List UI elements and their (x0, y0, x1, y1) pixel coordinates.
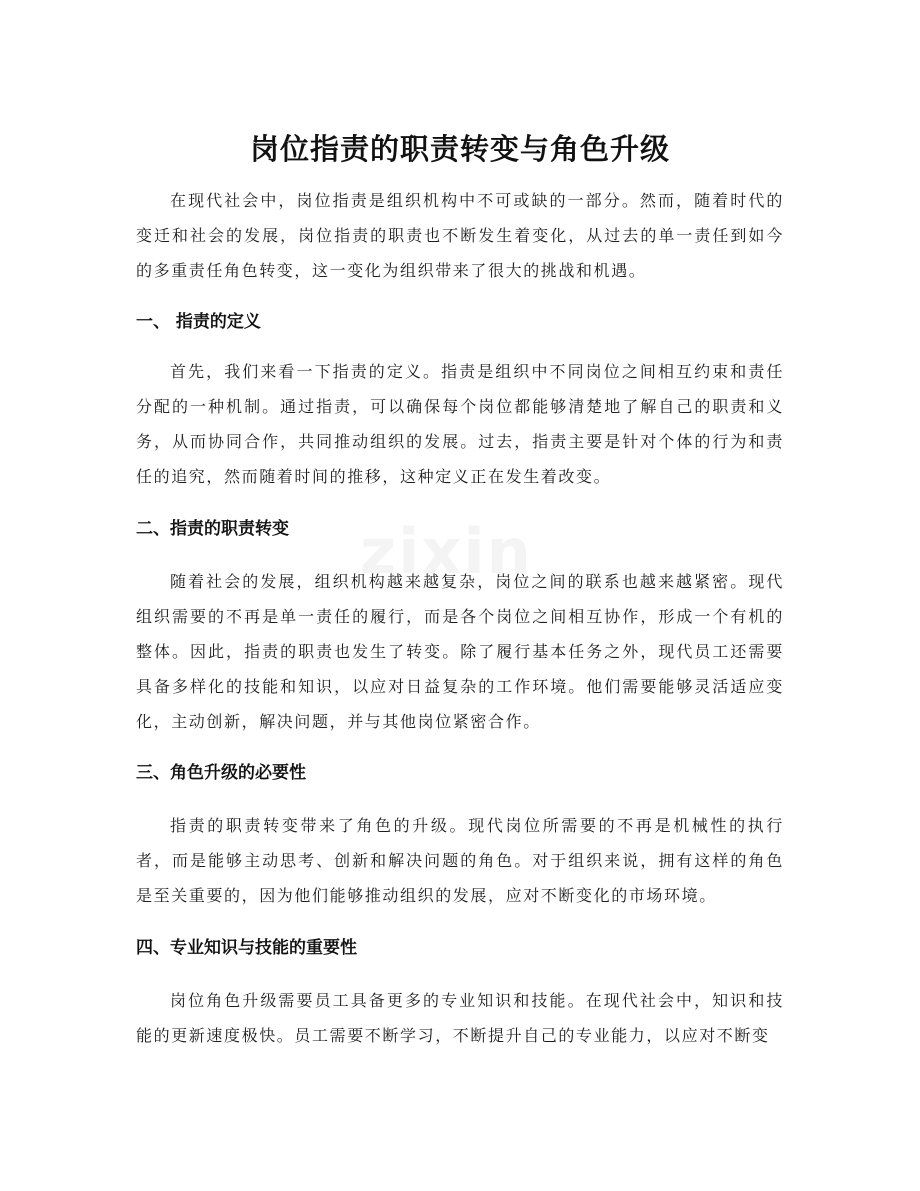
section-heading-2: 二、指责的职责转变 (136, 519, 289, 539)
section-heading-1: 一、 指责的定义 (136, 312, 261, 332)
watermark-text: zixin (360, 515, 533, 588)
section-heading-3: 三、角色升级的必要性 (136, 763, 306, 783)
document-title: 岗位指责的职责转变与角色升级 (249, 132, 670, 167)
section-body-3: 指责的职责转变带来了角色的升级。现代岗位所需要的不再是机械性的执行者，而是能够主动思考、创新和解决问题的角色。对于组织来说，拥有这样的角色是至关重要的，因为他们能够推动组织的发展，应对不断变化的市场环境。 (136, 816, 784, 905)
section-body-4: 岗位角色升级需要员工具备更多的专业知识和技能。在现代社会中，知识和技能的更新速度极快。员工需要不断学习，不断提升自己的专业能力，以应对不断变 (136, 991, 784, 1045)
intro-paragraph: 在现代社会中，岗位指责是组织机构中不可或缺的一部分。然而，随着时代的变迁和社会的发展，岗位指责的职责也不断发生着变化，从过去的单一责任到如今的多重责任角色转变，这一变化为组织带来了很大的挑战和机遇。 (136, 191, 784, 280)
section-body-1: 首先，我们来看一下指责的定义。指责是组织中不同岗位之间相互约束和责任分配的一种机制。通过指责，可以确保每个岗位都能够清楚地了解自己的职责和义务，从而协同合作，共同推动组织的发展。过去，指责主要是针对个体的行为和责任的追究，然而随着时间的推移，这种定义正在发生着改变。 (136, 362, 784, 486)
section-body-2: 随着社会的发展，组织机构越来越复杂，岗位之间的联系也越来越紧密。现代组织需要的不再是单一责任的履行，而是各个岗位之间相互协作，形成一个有机的整体。因此，指责的职责也发生了转变。除了履行基本任务之外，现代员工还需要具备多样化的技能和知识，以应对日益复杂的工作环境。他们需要能够灵活适应变化，主动创新，解决问题，并与其他岗位紧密合作。 (136, 572, 784, 731)
section-heading-4: 四、专业知识与技能的重要性 (136, 938, 357, 958)
